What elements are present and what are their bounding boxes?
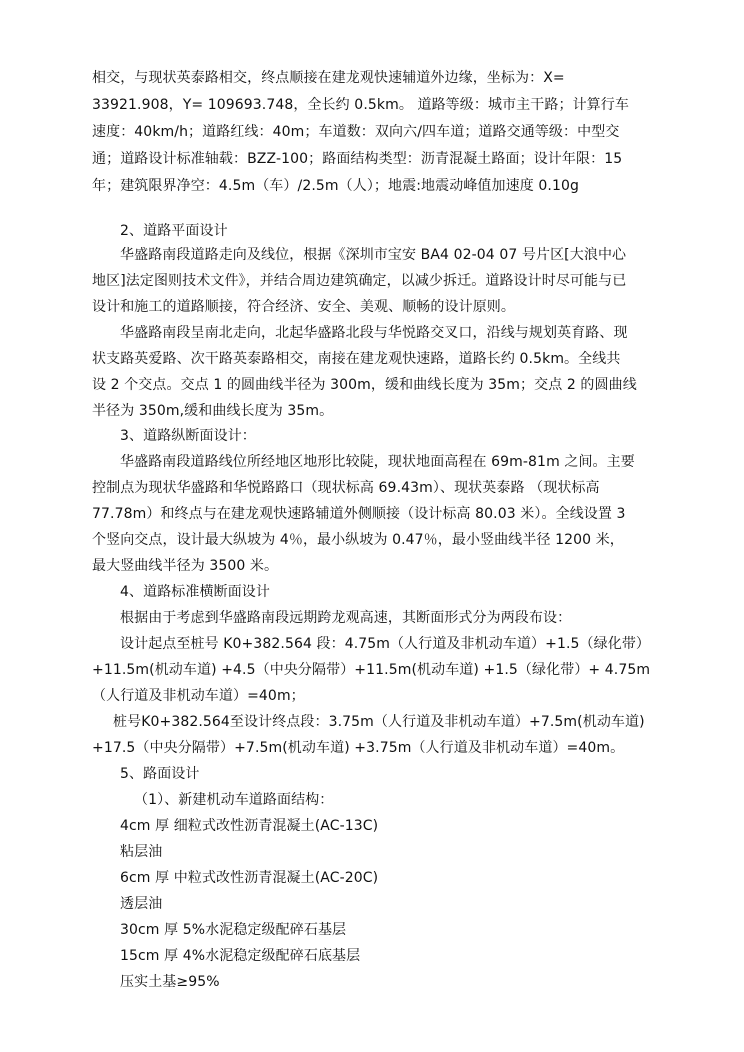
pavement-layer: 30cm 厚 5%水泥稳定级配碎石基层: [120, 922, 347, 938]
section-4-text: 桩号K0+382.564至设计终点段：3.75m（人行道及非机动车道）+7.5m(机动车道): [113, 714, 645, 730]
section-3-heading: 3、道路纵断面设计：: [120, 428, 256, 444]
section-2-heading: 2、道路平面设计: [120, 223, 228, 239]
section-5-heading: 5、路面设计: [120, 766, 200, 782]
section-4-text: 设计起点至桩号 K0+382.564 段：4.75m（人行道及非机动车道）+1.5（绿化带）: [120, 636, 651, 652]
section-3-text: 个竖向交点，设计最大纵坡为 4％，最小纵坡为 0.47％，最小竖曲线半径 1200 米，: [92, 532, 624, 548]
section-2-text: 设 2 个交点。交点 1 的圆曲线半径为 300m，缓和曲线长度为 35m；交点 2 的圆曲线: [92, 377, 637, 393]
intro-line: 相交，与现状英泰路相交，终点顺接在建龙观快速辅道外边缘，坐标为：X=: [92, 70, 565, 86]
section-5-subheading: （1）、新建机动车道路面结构：: [134, 792, 334, 808]
section-2-text: 半径为 350m,缓和曲线长度为 35m。: [92, 403, 334, 419]
section-3-text: 77.78m）和终点与在建龙观快速路辅道外侧顺接（设计标高 80.03 米）。全线设置 3: [92, 506, 626, 522]
section-2-text: 状支路英爱路、次干路英泰路相交，南接在建龙观快速路，道路长约 0.5km。全线共: [92, 351, 621, 367]
section-4-text: （人行道及非机动车道）=40m；: [92, 688, 305, 704]
intro-line: 通；道路设计标准轴载：BZZ-100；路面结构类型：沥青混凝土路面；设计年限：15: [92, 151, 623, 167]
section-4-text: +17.5（中央分隔带）+7.5m(机动车道) +3.75m（人行道及非机动车道）=40m。: [92, 740, 625, 756]
pavement-layer: 压实土基≥95%: [120, 974, 220, 990]
intro-line: 33921.908，Y= 109693.748，全长约 0.5km。 道路等级：城市主干路；计算行车: [92, 97, 629, 113]
section-4-heading: 4、道路标准横断面设计: [120, 584, 271, 600]
section-2-text: 华盛路南段呈南北走向，北起华盛路北段与华悦路交叉口，沿线与规划英育路、现: [120, 325, 628, 341]
pavement-layer: 6cm 厚 中粒式改性沥青混凝土(AC-20C): [120, 870, 379, 886]
pavement-layer: 透层油: [120, 896, 163, 912]
intro-line: 速度：40km/h；道路红线：40m；车道数：双向六/四车道；道路交通等级：中型交: [92, 124, 620, 140]
section-2-text: 设计和施工的道路顺接，符合经济、安全、美观、顺畅的设计原则。: [92, 299, 515, 315]
section-3-text: 控制点为现状华盛路和华悦路路口（现状标高 69.43m）、现状英泰路 （现状标高: [92, 480, 600, 496]
section-2-text: 华盛路南段道路走向及线位，根据《深圳市宝安 BA4 02-04 07 号片区[大浪中心: [120, 247, 627, 263]
section-4-text: +11.5m(机动车道) +4.5（中央分隔带）+11.5m(机动车道) +1.5（绿化带）+ 4.75m: [92, 662, 651, 678]
intro-line: 年；建筑限界净空：4.5m（车）/2.5m（人）；地震:地震动峰值加速度 0.10g: [92, 178, 579, 194]
section-2-text: 地区]法定图则技术文件》，并结合周边建筑确定，以减少拆迁。道路设计时尽可能与已: [92, 273, 627, 289]
section-3-text: 华盛路南段道路线位所经地区地形比较陡，现状地面高程在 69m-81m 之间。主要: [120, 454, 635, 470]
section-3-text: 最大竖曲线半径为 3500 米。: [92, 558, 279, 574]
pavement-layer: 15cm 厚 4%水泥稳定级配碎石底基层: [120, 948, 361, 964]
section-4-intro: 根据由于考虑到华盛路南段远期跨龙观高速，其断面形式分为两段布设：: [120, 610, 572, 626]
pavement-layer: 4cm 厚 细粒式改性沥青混凝土(AC-13C): [120, 818, 379, 834]
pavement-layer: 粘层油: [120, 844, 163, 860]
